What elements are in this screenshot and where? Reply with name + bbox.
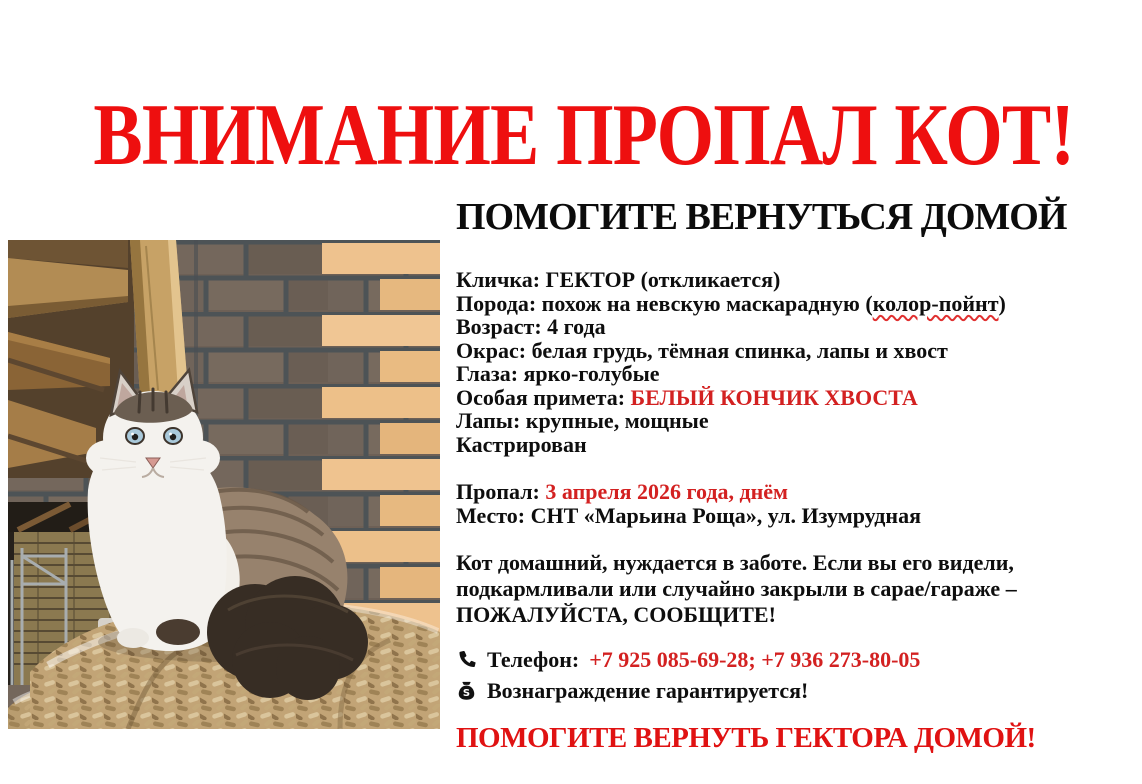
reward-text: Вознаграждение гарантируется! (487, 677, 809, 703)
lost-place-line[interactable]: Место: СНТ «Марьина Роща», ул. Изумрудная (456, 502, 921, 528)
detail-eyes[interactable]: Глаза: ярко-голубые (456, 361, 660, 386)
detail-name[interactable]: Кличка: ГЕКТОР (откликается) (456, 267, 781, 292)
lost-date-line[interactable]: Пропал: 3 апреля 2026 года, днём (456, 479, 789, 504)
phone-label: Телефон: (487, 646, 580, 672)
contact-block (456, 644, 920, 706)
appeal-paragraph (456, 550, 1017, 628)
lost-block (456, 480, 921, 527)
detail-coat[interactable]: Окрас: белая грудь, тёмная спинка, лапы и хвост (456, 337, 948, 363)
poster-title[interactable]: ВНИМАНИЕ ПРОПАЛ КОТ! (93, 87, 1075, 184)
lost-date-highlight: 3 апреля 2026 года, днём (545, 479, 789, 504)
phone-numbers: +7 925 085-69-28; +7 936 273-80-05 (589, 646, 921, 672)
detail-paws[interactable]: Лапы: крупные, мощные (456, 408, 709, 433)
poster-subtitle[interactable]: ПОМОГИТЕ ВЕРНУТЬСЯ ДОМОЙ (456, 196, 1067, 238)
feature-highlight: БЕЛЫЙ КОНЧИК ХВОСТА (630, 384, 918, 410)
detail-neutered[interactable]: Кастрирован (456, 431, 587, 457)
poster-footer[interactable]: ПОМОГИТЕ ВЕРНУТЬ ГЕКТОРА ДОМОЙ! (456, 722, 1036, 754)
appeal-line-2[interactable]: подкармливали или случайно закрыли в сарае/гараже – (456, 576, 1017, 601)
reward-line[interactable] (456, 675, 920, 706)
appeal-line-3[interactable]: ПОЖАЛУЙСТА, СООБЩИТЕ! (456, 602, 776, 627)
poster-title-row (0, 87, 1142, 184)
detail-breed[interactable]: Порода: похож на невскую маскарадную (колор-пойнт) (456, 290, 1006, 316)
phone-line[interactable] (456, 644, 920, 675)
svg-text:S: S (462, 688, 471, 700)
misspelled-word: колор-пойнт (872, 290, 999, 316)
phone-receiver-icon (456, 649, 477, 670)
details-block (456, 268, 1006, 456)
cat-photo (8, 240, 440, 729)
appeal-line-1[interactable]: Кот домашний, нуждается в заботе. Если вы его видели, (456, 550, 1014, 575)
detail-feature[interactable]: Особая примета: БЕЛЫЙ КОНЧИК ХВОСТА (456, 384, 918, 410)
detail-age[interactable]: Возраст: 4 года (456, 314, 606, 339)
money-bag-icon (456, 680, 477, 701)
